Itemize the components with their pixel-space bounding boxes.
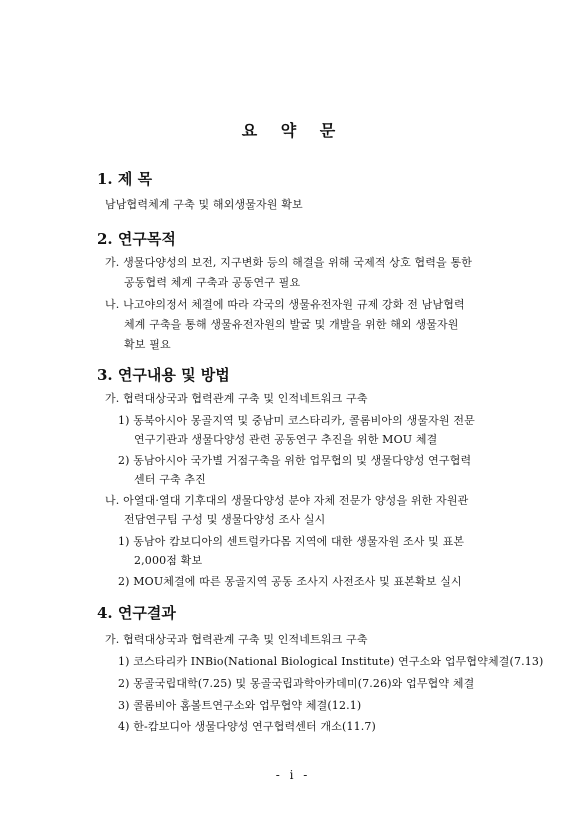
section-line: 가. 생물다양성의 보전, 지구변화 등의 해결을 위해 국제적 상호 협력을 통한 — [105, 256, 473, 269]
section-line: 2,000점 확보 — [134, 554, 203, 567]
section-line: 2) MOU체결에 따른 몽골지역 공동 조사지 사전조사 및 표본확보 실시 — [118, 575, 462, 588]
section-line: 1) 코스타리카 INBio(National Biological Institute) 연구소와 업무협약체결(7.13) — [118, 655, 544, 668]
section-line: 공동협력 체계 구축과 공동연구 필요 — [124, 276, 301, 289]
section-line: 남남협력체계 구축 및 해외생물자원 확보 — [105, 198, 303, 211]
section-line: 3) 콜롬비아 홈볼트연구소와 업무협약 체결(12.1) — [118, 699, 362, 712]
section-line: 나. 나고야의정서 체결에 따라 각국의 생물유전자원 규제 강화 전 남남협력 — [105, 298, 465, 311]
section-line: 전담연구팀 구성 및 생물다양성 조사 실시 — [124, 513, 326, 526]
section-line: 체계 구축을 통해 생물유전자원의 발굴 및 개발을 위한 해외 생물자원 — [124, 318, 459, 331]
section-line: 1) 동남아 캄보디아의 센트럴카다몸 지역에 대한 생물자원 조사 및 표본 — [118, 535, 465, 548]
section-line: 2) 몽골국립대학(7.25) 및 몽골국립과학아카데미(7.26)와 업무협약 체결 — [118, 677, 475, 690]
section-line: 1) 동북아시아 몽골지역 및 중남미 코스타리카, 콜롬비아의 생물자원 전문 — [118, 414, 475, 427]
page-number: - i - — [275, 768, 311, 782]
section-line: 확보 필요 — [124, 338, 171, 351]
section-line: 센터 구축 추진 — [134, 473, 206, 486]
section-line: 가. 협력대상국과 협력관계 구축 및 인적네트워크 구축 — [105, 633, 368, 646]
section-heading-purpose: 2. 연구목적 — [97, 230, 176, 248]
section-heading-methods: 3. 연구내용 및 방법 — [97, 366, 230, 384]
section-line: 4) 한-캄보디아 생물다양성 연구협력센터 개소(11.7) — [118, 720, 376, 733]
section-line: 가. 협력대상국과 협력관계 구축 및 인적네트워크 구축 — [105, 392, 368, 405]
section-line: 연구기관과 생물다양성 관련 공동연구 추진을 위한 MOU 체결 — [134, 433, 438, 446]
section-heading-title: 1. 제 목 — [97, 170, 153, 188]
section-line: 2) 동남아시아 국가별 거점구축을 위한 업무협의 및 생물다양성 연구협력 — [118, 454, 472, 467]
document-title: 요 약 문 — [241, 121, 345, 140]
section-heading-results: 4. 연구결과 — [97, 604, 176, 622]
section-line: 나. 아열대·열대 기후대의 생물다양성 분야 자체 전문가 양성을 위한 자원관 — [105, 494, 469, 507]
